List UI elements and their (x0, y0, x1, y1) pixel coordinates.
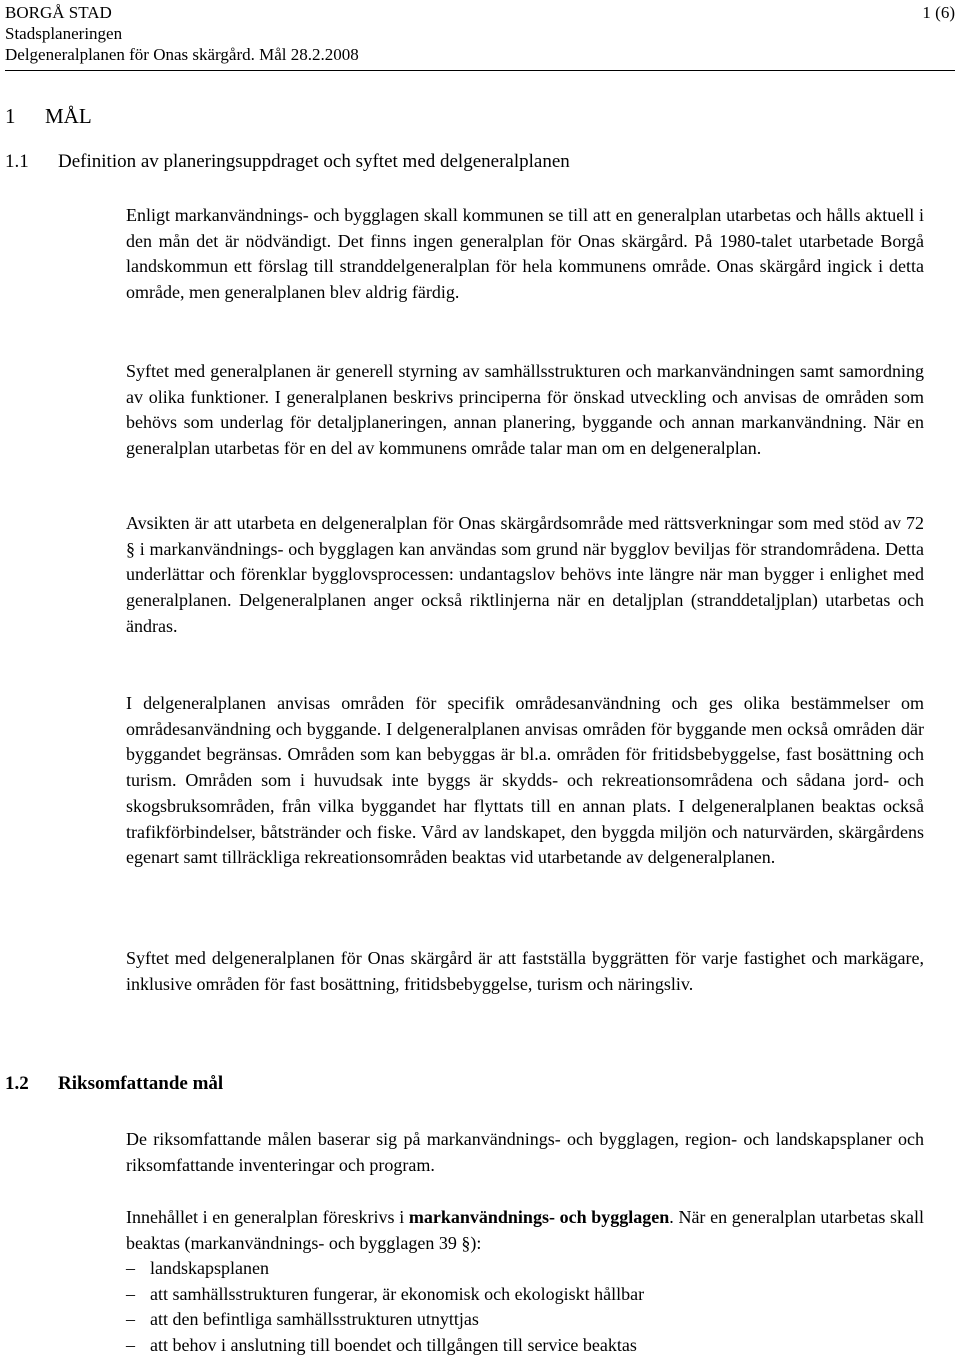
page-header (5, 2, 955, 65)
page-number: 1 (6) (922, 3, 955, 22)
section-title: Riksomfattande mål (58, 1073, 224, 1094)
body-paragraph: Enligt markanvändnings- och bygglagen skall kommunen se till att en generalplan utarbetas och hålls aktuell i den mån det är nödvändigt. Det finns ingen generalplan för Onas skärgård. På 1980-talet utarbetade Borgå landskommun ett förslag till stranddelgeneralplan för hela kommunens område. Onas skärgård ingick i detta område, men generalplanen blev aldrig färdig. (126, 205, 924, 303)
body-paragraph (126, 1205, 924, 1256)
header-organization: BORGÅ STAD (5, 3, 112, 22)
section-number: 1.1 (5, 151, 29, 172)
header-divider (5, 70, 955, 71)
bullet-dash: – (126, 1335, 135, 1356)
list-item-text: att behov i anslutning till boendet och tillgången till service beaktas (150, 1335, 637, 1356)
section-number: 1.2 (5, 1073, 29, 1094)
body-paragraph: De riksomfattande målen baserar sig på markanvändnings- och bygglagen, region- och landskapsplaner och riksomfattande inventeringar och program. (126, 1129, 924, 1175)
header-document-title: Delgeneralplanen för Onas skärgård. Mål 28.2.2008 (5, 45, 359, 64)
list-item (126, 1307, 924, 1333)
body-paragraph: Syftet med generalplanen är generell styrning av samhällsstrukturen och markanvändningen samt samordning av olika funktioner. I generalplanen beskrivs principerna för önskad utveckling och anvisas de områden som behövs som underlag för detaljplaneringen, annan planering, byggande och annan markanvändning. När en generalplan utarbetas för en del av kommunens område talar man om en delgeneralplan. (126, 361, 924, 459)
section-number: 1 (5, 104, 16, 128)
body-paragraph: Syftet med delgeneralplanen för Onas skärgård är att fastställa byggrätten för varje fastighet och markägare, inklusive områden för fast bosättning, fritidsbebyggelse, turism och näringsliv. (126, 948, 924, 994)
bullet-dash: – (126, 1258, 135, 1278)
header-department: Stadsplaneringen (5, 24, 123, 43)
paragraph-text: Innehållet i en generalplan föreskrivs i (126, 1207, 409, 1227)
list-item (126, 1282, 924, 1308)
section-heading-1-1 (5, 149, 570, 175)
list-item-text: landskapsplanen (150, 1258, 269, 1278)
section-heading-1 (5, 102, 92, 130)
list-item (126, 1256, 924, 1282)
section-title: MÅL (45, 104, 92, 128)
section-title: Definition av planeringsuppdraget och syftet med delgeneralplanen (58, 151, 570, 172)
bullet-dash: – (126, 1283, 135, 1304)
body-paragraph: Avsikten är att utarbeta en delgeneralplan för Onas skärgårdsområde med rättsverkningar som med stöd av 72 § i markanvändnings- och bygglagen kan användas som grund när bygglov beviljas för strandområdena. Detta underlättar och förenklar bygglovsprocessen: undantagslov behövs inte längre när man bygger i enlighet med generalplanen. Delgeneralplanen anger också riktlinjerna när en detaljplan (stranddetaljplan) utarbetas och ändras. (126, 513, 924, 636)
section-heading-1-2 (5, 1071, 223, 1097)
paragraph-text: . När en generalplan utarbetas skall beaktas (markanvändnings- och bygglagen 39 §): (126, 1207, 924, 1253)
body-paragraph: I delgeneralplanen anvisas områden för specifik områdesanvändning och ges olika bestämmelser om områdesanvändning och byggande. I delgeneralplanen anvisas områden för byggande men också områden där byggandet begränsas. Områden som kan bebyggas är bl.a. områden för fritidsbebyggelse, fast bosättning och turism. Områden som i huvudsak inte byggs är skydds- och rekreationsområdena och sådana jord- och skogsbruksområden, från vilka byggandet har flyttats till en annan plats. I delgeneralplanen beaktas också trafikförbindelser, båtstränder och fiske. Vård av landskapet, den byggda miljön och naturvärden, skärgårdens egenart samt tillräckliga rekreationsområden beaktas vid utarbetande av delgeneralplanen. (126, 693, 924, 868)
law-name-bold: markanvändnings- och bygglagen (408, 1207, 670, 1227)
bullet-dash: – (126, 1309, 135, 1330)
list-item (126, 1333, 924, 1359)
list-item-text: att den befintliga samhällsstrukturen utnyttjas (150, 1309, 479, 1330)
list-item-text: att samhällsstrukturen fungerar, är ekonomisk och ekologiskt hållbar (150, 1283, 645, 1304)
bullet-list (126, 1256, 924, 1359)
